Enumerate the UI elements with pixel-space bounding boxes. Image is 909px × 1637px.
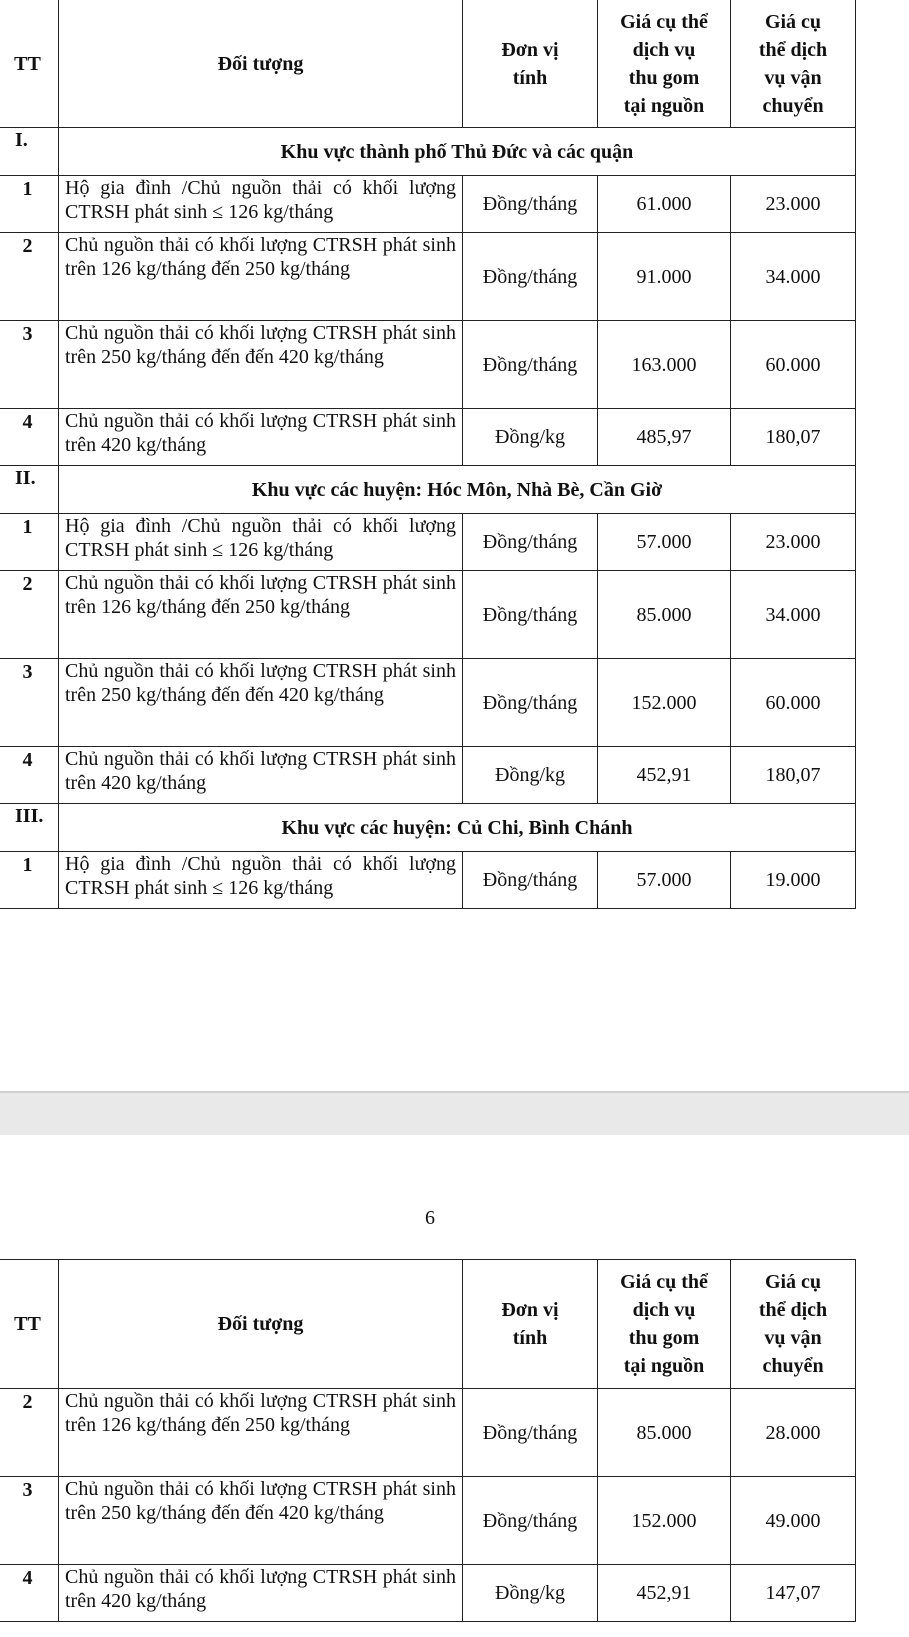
section-title: Khu vực các huyện: Hóc Môn, Nhà Bè, Cần Giờ — [59, 466, 856, 514]
row-transport-price: 49.000 — [731, 1477, 856, 1565]
row-tt: 1 — [0, 852, 59, 909]
row-object: Chủ nguồn thải có khối lượng CTRSH phát sinh trên 250 kg/tháng đến đến 420 kg/tháng — [59, 321, 463, 409]
table-row — [0, 659, 856, 747]
row-object: Hộ gia đình /Chủ nguồn thải có khối lượng CTRSH phát sinh ≤ 126 kg/tháng — [59, 176, 463, 233]
header-tt: TT — [0, 0, 59, 128]
row-tt: 4 — [0, 1565, 59, 1622]
section-row-1 — [0, 128, 856, 176]
row-unit: Đồng/tháng — [463, 852, 598, 909]
header-collect-line-3: thu gom — [628, 66, 700, 89]
page-number: 6 — [425, 1207, 435, 1229]
table-row — [0, 1477, 856, 1565]
header-collect-line-2: dịch vụ — [632, 38, 696, 61]
row-unit: Đồng/tháng — [463, 659, 598, 747]
row-tt: 4 — [0, 747, 59, 804]
row-collect-price: 57.000 — [598, 514, 731, 571]
section-tt: I. — [0, 128, 59, 176]
row-object: Chủ nguồn thải có khối lượng CTRSH phát sinh trên 250 kg/tháng đến đến 420 kg/tháng — [59, 1477, 463, 1565]
row-tt: 2 — [0, 571, 59, 659]
row-unit: Đồng/tháng — [463, 571, 598, 659]
row-object: Chủ nguồn thải có khối lượng CTRSH phát sinh trên 126 kg/tháng đến 250 kg/tháng — [59, 571, 463, 659]
row-object: Chủ nguồn thải có khối lượng CTRSH phát sinh trên 126 kg/tháng đến 250 kg/tháng — [59, 1389, 463, 1477]
row-transport-price: 180,07 — [731, 409, 856, 466]
header-price-collect — [598, 1260, 731, 1389]
row-unit: Đồng/kg — [463, 747, 598, 804]
price-table-page-6 — [0, 1259, 856, 1622]
row-unit: Đồng/kg — [463, 1565, 598, 1622]
table-row — [0, 409, 856, 466]
header-object: Đối tượng — [59, 0, 463, 128]
row-object: Chủ nguồn thải có khối lượng CTRSH phát sinh trên 250 kg/tháng đến đến 420 kg/tháng — [59, 659, 463, 747]
section-tt: II. — [0, 466, 59, 514]
row-collect-price: 152.000 — [598, 1477, 731, 1565]
row-unit: Đồng/tháng — [463, 321, 598, 409]
header-price-collect — [598, 0, 731, 128]
row-collect-price: 452,91 — [598, 747, 731, 804]
table-row — [0, 176, 856, 233]
header-price-transport — [731, 0, 856, 128]
header-collect-line-2: dịch vụ — [632, 1299, 696, 1321]
header-transport-line-1: Giá cụ — [764, 10, 822, 33]
header-unit — [463, 0, 598, 128]
row-collect-price: 85.000 — [598, 1389, 731, 1477]
row-collect-price: 152.000 — [598, 659, 731, 747]
row-transport-price: 28.000 — [731, 1389, 856, 1477]
row-transport-price: 34.000 — [731, 233, 856, 321]
header-transport-line-3: vụ vận — [764, 1327, 822, 1349]
row-transport-price: 34.000 — [731, 571, 856, 659]
row-collect-price: 485,97 — [598, 409, 731, 466]
header-unit — [463, 1260, 598, 1389]
row-tt: 1 — [0, 176, 59, 233]
header-collect-line-4: tại nguồn — [623, 94, 705, 117]
header-transport-line-1: Giá cụ — [764, 1271, 822, 1293]
section-row-2 — [0, 466, 856, 514]
row-object: Hộ gia đình /Chủ nguồn thải có khối lượng CTRSH phát sinh ≤ 126 kg/tháng — [59, 514, 463, 571]
row-object: Chủ nguồn thải có khối lượng CTRSH phát sinh trên 420 kg/tháng — [59, 409, 463, 466]
section-title: Khu vực thành phố Thủ Đức và các quận — [59, 128, 856, 176]
row-tt: 3 — [0, 1477, 59, 1565]
row-unit: Đồng/tháng — [463, 233, 598, 321]
row-unit: Đồng/tháng — [463, 176, 598, 233]
row-object: Chủ nguồn thải có khối lượng CTRSH phát sinh trên 420 kg/tháng — [59, 1565, 463, 1622]
section-tt: III. — [0, 804, 59, 852]
table-row — [0, 852, 856, 909]
row-object: Chủ nguồn thải có khối lượng CTRSH phát sinh trên 126 kg/tháng đến 250 kg/tháng — [59, 233, 463, 321]
row-collect-price: 452,91 — [598, 1565, 731, 1622]
header-price-transport — [731, 1260, 856, 1389]
row-collect-price: 163.000 — [598, 321, 731, 409]
row-transport-price: 60.000 — [731, 321, 856, 409]
header-transport-line-4: chuyển — [762, 94, 824, 117]
header-transport-line-4: chuyển — [762, 1355, 824, 1377]
header-transport-line-3: vụ vận — [764, 66, 822, 89]
table-header-row — [0, 1260, 856, 1389]
row-tt: 2 — [0, 233, 59, 321]
row-unit: Đồng/tháng — [463, 514, 598, 571]
section-title: Khu vực các huyện: Củ Chi, Bình Chánh — [59, 804, 856, 852]
header-transport-line-2: thể dịch — [758, 1299, 828, 1321]
row-transport-price: 60.000 — [731, 659, 856, 747]
row-tt: 3 — [0, 321, 59, 409]
page-break-gap — [0, 1093, 909, 1135]
row-unit: Đồng/kg — [463, 409, 598, 466]
row-tt: 3 — [0, 659, 59, 747]
row-tt: 2 — [0, 1389, 59, 1477]
row-collect-price: 61.000 — [598, 176, 731, 233]
row-object: Chủ nguồn thải có khối lượng CTRSH phát sinh trên 420 kg/tháng — [59, 747, 463, 804]
header-unit-text: Đơn vị tính — [501, 38, 559, 89]
table-row — [0, 233, 856, 321]
row-unit: Đồng/tháng — [463, 1477, 598, 1565]
row-transport-price: 147,07 — [731, 1565, 856, 1622]
row-transport-price: 23.000 — [731, 176, 856, 233]
header-collect-line-3: thu gom — [628, 1327, 700, 1349]
row-object: Hộ gia đình /Chủ nguồn thải có khối lượng CTRSH phát sinh ≤ 126 kg/tháng — [59, 852, 463, 909]
row-transport-price: 19.000 — [731, 852, 856, 909]
table-row — [0, 1389, 856, 1477]
table-row — [0, 571, 856, 659]
row-collect-price: 85.000 — [598, 571, 731, 659]
table-row — [0, 1565, 856, 1622]
row-tt: 1 — [0, 514, 59, 571]
table-row — [0, 514, 856, 571]
header-unit-text: Đơn vị tính — [501, 1299, 559, 1349]
table-row — [0, 321, 856, 409]
header-collect-line-1: Giá cụ thể — [620, 10, 708, 33]
row-transport-price: 23.000 — [731, 514, 856, 571]
table-header-row — [0, 0, 856, 128]
header-collect-line-1: Giá cụ thể — [620, 1271, 708, 1293]
row-unit: Đồng/tháng — [463, 1389, 598, 1477]
header-tt: TT — [0, 1260, 59, 1389]
row-collect-price: 91.000 — [598, 233, 731, 321]
row-transport-price: 180,07 — [731, 747, 856, 804]
row-collect-price: 57.000 — [598, 852, 731, 909]
header-collect-line-4: tại nguồn — [623, 1355, 705, 1377]
table-row — [0, 747, 856, 804]
row-tt: 4 — [0, 409, 59, 466]
section-row-3 — [0, 804, 856, 852]
header-object: Đối tượng — [59, 1260, 463, 1389]
header-transport-line-2: thể dịch — [758, 38, 828, 61]
